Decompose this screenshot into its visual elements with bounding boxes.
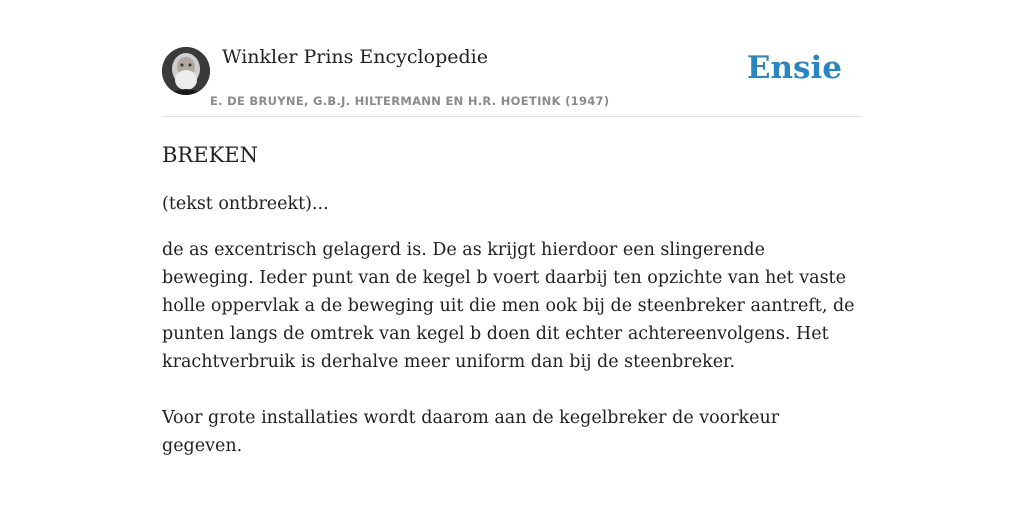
article-body <box>162 140 862 460</box>
source-title[interactable]: Winkler Prins Encyclopedie <box>222 46 488 68</box>
source-authors: E. DE BRUYNE, G.B.J. HILTERMANN EN H.R. HOETINK (1947) <box>210 94 610 108</box>
ensie-logo-link[interactable]: Ensie <box>746 50 842 86</box>
author-portrait-icon <box>162 47 210 95</box>
article-paragraph: Voor grote installaties wordt daarom aan de kegelbreker de voorkeur gegeven. <box>162 408 780 456</box>
article-headword: BREKEN <box>162 143 258 167</box>
missing-text-note: (tekst ontbreekt)... <box>162 194 329 214</box>
avatar <box>162 47 210 95</box>
source-header <box>162 44 862 117</box>
article-paragraph: de as excentrisch gelagerd is. De as krijgt hierdoor een slingerende beweging. Ieder punt van de kegel b voert daarbij ten opzichte van het vaste holle oppervlak a de beweging uit die men ook bij de steenbreker aantreft, de punten langs de omtrek van kegel b doen dit echter achtereenvolgens. Het krachtverbruik is derhalve meer uniform dan bij de steenbreker. <box>162 240 855 372</box>
